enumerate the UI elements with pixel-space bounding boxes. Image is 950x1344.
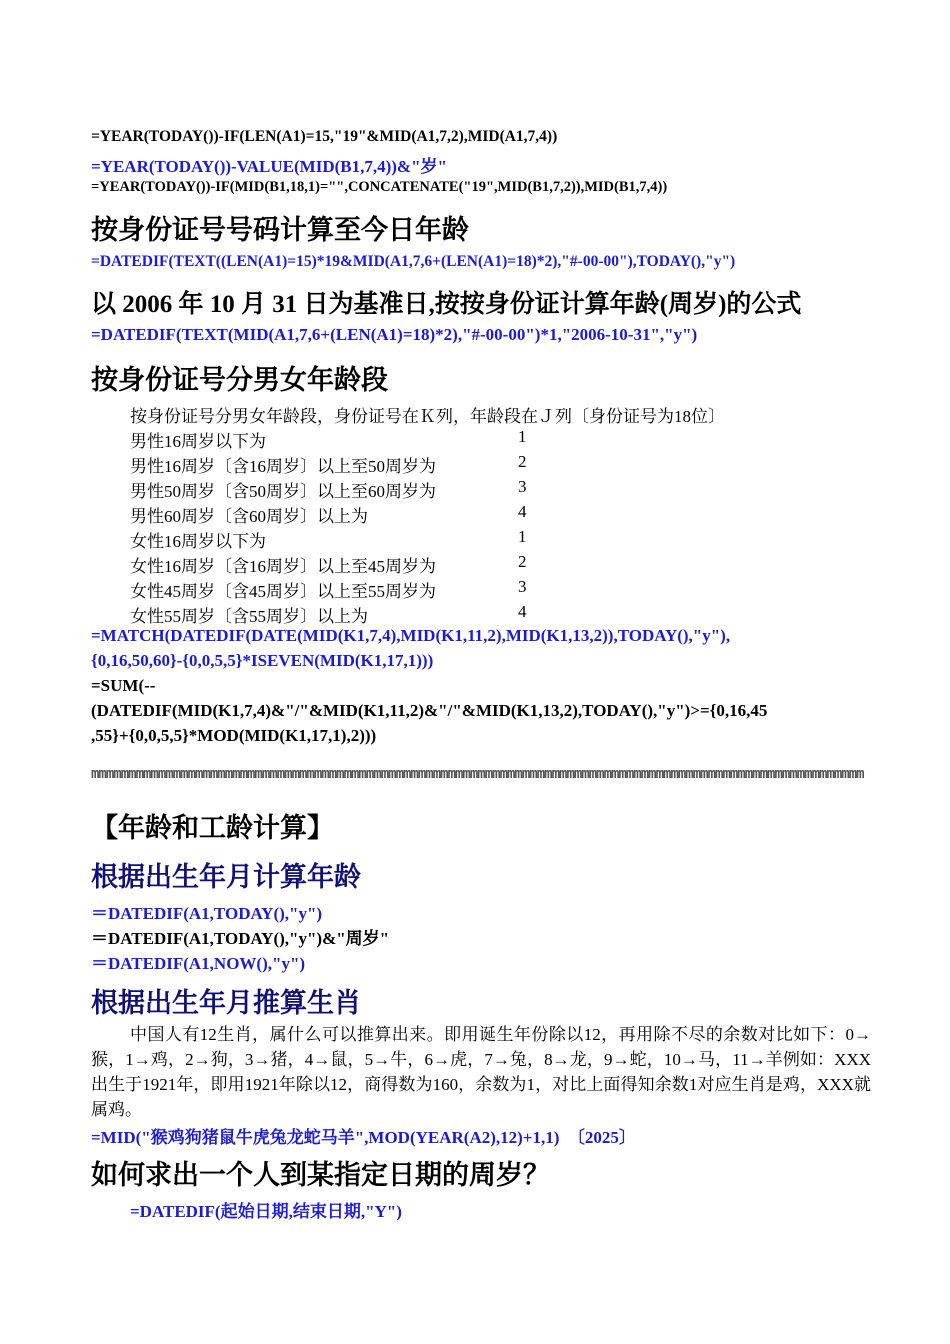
section-title-age-seniority: 【年龄和工龄计算】: [91, 813, 334, 844]
age-group-row: [130, 427, 266, 452]
formula-sum-line-1: =SUM(--: [91, 676, 156, 695]
age-group-value: 1: [518, 427, 527, 446]
heading-zodiac: 根据出生年月推算生肖: [91, 988, 361, 1019]
separator-line: mmmmmmmmmmmmmmmmmmmmmmmmmmmmmmmmmmmmmmmmmmmmmmmmmmmmmmmmmmmmmmmmmmmmmmmmmmmmmmmmmmmmmmmmmmmmmmmmmmmmmmmm: [91, 766, 864, 782]
age-group-value: 2: [518, 452, 527, 471]
heading-age-by-id: 按身份证号号码计算至今日年龄: [91, 215, 469, 246]
formula-year-concatenate: =YEAR(TODAY())-IF(MID(B1,18,1)="",CONCATENATE("19",MID(B1,7,2)),MID(B1,7,4)): [91, 179, 668, 195]
age-group-row: [130, 577, 436, 602]
age-group-row: [130, 477, 436, 502]
formula-match-line-1: =MATCH(DATEDIF(DATE(MID(K1,7,4),MID(K1,11,2),MID(K1,13,2)),TODAY(),"y"),: [91, 626, 731, 645]
age-group-row: [130, 602, 368, 627]
age-groups-intro: 按身份证号分男女年龄段，身份证号在Ｋ列，年龄段在Ｊ列〔身份证号为18位〕: [130, 407, 725, 426]
age-group-value: 3: [518, 577, 527, 596]
age-group-value: 4: [518, 502, 527, 521]
formula-sum-line-3: ,55}+{0,0,5,5}*MOD(MID(K1,17,1),2))): [91, 726, 377, 745]
age-group-label: 男性60周岁〔含60周岁〕以上为: [130, 507, 368, 526]
age-group-row: [130, 527, 266, 552]
heading-age-at-date: 如何求出一个人到某指定日期的周岁？: [91, 1160, 550, 1191]
age-group-row: [130, 502, 368, 527]
age-group-value: 2: [518, 552, 527, 571]
age-group-label: 女性45周岁〔含45周岁〕以上至55周岁为: [130, 582, 436, 601]
age-group-value: 1: [518, 527, 527, 546]
formula-year-value: =YEAR(TODAY())-VALUE(MID(B1,7,4))&"岁": [91, 157, 447, 176]
formula-datedif-today: =DATEDIF(TEXT((LEN(A1)=15)*19&MID(A1,7,6+(LEN(A1)=18)*2),"#-00-00"),TODAY(),"y"): [91, 253, 736, 270]
age-group-value: 4: [518, 602, 527, 621]
heading-age-by-birth: 根据出生年月计算年龄: [91, 862, 361, 893]
formula-datedif-dates: =DATEDIF(起始日期,结束日期,"Y"): [130, 1202, 402, 1221]
formula-sum-line-2: (DATEDIF(MID(K1,7,4)&"/"&MID(K1,11,2)&"/"&MID(K1,13,2),TODAY(),"y")>={0,16,45: [91, 701, 768, 720]
formula-match-line-2: {0,16,50,60}-{0,0,5,5}*ISEVEN(MID(K1,17,1))): [91, 651, 434, 670]
formula-datedif-zhousui: ＝DATEDIF(A1,TODAY(),"y")&"周岁": [91, 929, 390, 948]
age-group-label: 男性50周岁〔含50周岁〕以上至60周岁为: [130, 482, 436, 501]
formula-datedif-now: ＝DATEDIF(A1,NOW(),"y"): [91, 954, 306, 973]
zodiac-paragraph: 中国人有12生肖，属什么可以推算出来。即用诞生年份除以12，再用除不尽的余数对比如下：0→猴，1→鸡，2→狗，3→猪，4→鼠，5→牛，6→虎，7→兔，8→龙，9→蛇，10→马，11→羊例如：XXX出生于1921年，即用1921年除以12，商得数为160，余数为1，对比上面得知余数1对应生肖是鸡，XXX就属鸡。: [91, 1025, 871, 1119]
age-group-row: [130, 552, 436, 577]
age-group-value: 3: [518, 477, 527, 496]
age-group-label: 女性16周岁〔含16周岁〕以上至45周岁为: [130, 557, 436, 576]
formula-datedif-base-date: =DATEDIF(TEXT(MID(A1,7,6+(LEN(A1)=18)*2),"#-00-00")*1,"2006-10-31","y"): [91, 325, 698, 344]
age-group-label: 男性16周岁以下为: [130, 432, 266, 451]
age-group-label: 男性16周岁〔含16周岁〕以上至50周岁为: [130, 457, 436, 476]
age-group-row: [130, 452, 436, 477]
formula-datedif-y: ＝DATEDIF(A1,TODAY(),"y"): [91, 904, 323, 923]
age-group-label: 女性16周岁以下为: [130, 532, 266, 551]
formula-year-if: =YEAR(TODAY())-IF(LEN(A1)=15,"19"&MID(A1,7,2),MID(A1,7,4)): [91, 128, 558, 145]
formula-zodiac: =MID("猴鸡狗猪鼠牛虎兔龙蛇马羊",MOD(YEAR(A2),12)+1,1) 〔2025〕: [91, 1128, 636, 1147]
heading-age-groups: 按身份证号分男女年龄段: [91, 365, 388, 396]
heading-base-date: 以 2006 年 10 月 31 日为基准日,按按身份证计算年龄(周岁)的公式: [91, 291, 802, 318]
age-group-label: 女性55周岁〔含55周岁〕以上为: [130, 607, 368, 626]
